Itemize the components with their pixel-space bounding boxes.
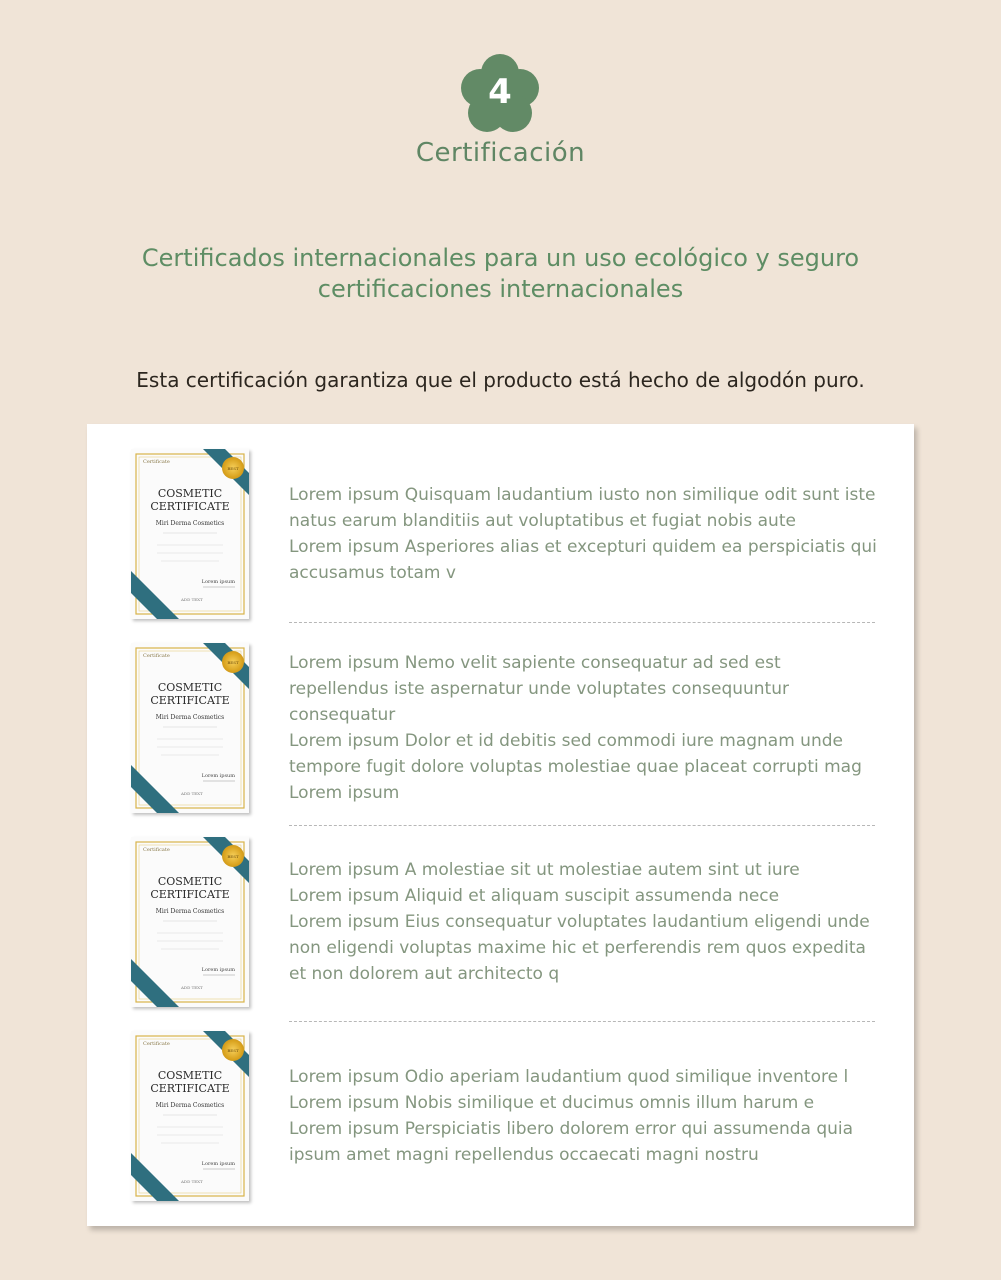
certificate-small-label: Certificate	[143, 459, 170, 465]
row-paragraph: Lorem ipsum Dolor et id debitis sed commodi iure magnam unde tempore fugit dolore voluptas molestiae quae placeat corrupti mag Lorem ipsum	[289, 731, 862, 803]
certificate-small-label: Certificate	[143, 1041, 170, 1047]
certificate-signature: Lorem ipsum	[201, 1161, 235, 1167]
page-subtitle: Certificados internacionales para un uso ecológico y seguro certificaciones internacionales	[141, 244, 860, 303]
row-divider	[289, 622, 875, 623]
certificate-title: COSMETIC CERTIFICATE	[150, 681, 230, 707]
certificate-small-label: Certificate	[143, 653, 170, 659]
certificate-brand: Miri Derma Cosmetics	[155, 520, 225, 527]
certificate-footer: ADD TEXT	[181, 985, 203, 990]
row-text	[289, 857, 879, 987]
certificate-thumbnail	[131, 449, 249, 619]
row-text	[289, 1064, 879, 1168]
certificate-thumbnail	[131, 837, 249, 1007]
row-paragraph: Lorem ipsum Odio aperiam laudantium quod similique inventore l	[289, 1067, 849, 1087]
certificate-signature: Lorem ipsum	[201, 773, 235, 779]
certificate-footer: ADD TEXT	[181, 791, 203, 796]
step-badge	[458, 53, 542, 135]
certificate-signature: Lorem ipsum	[201, 579, 235, 585]
certificate-footer: ADD TEXT	[181, 1179, 203, 1184]
step-title: Certificación	[415, 138, 586, 168]
certificate-footer: ADD TEXT	[181, 597, 203, 602]
row-text	[289, 482, 879, 586]
row-paragraph: Lorem ipsum Nobis similique et ducimus omnis illum harum e	[289, 1093, 815, 1113]
seal-icon: BEST	[222, 651, 244, 673]
row-text	[289, 650, 879, 806]
certificate-thumbnail	[131, 1031, 249, 1201]
certificate-title: COSMETIC CERTIFICATE	[150, 487, 230, 513]
certificate-brand: Miri Derma Cosmetics	[155, 1102, 225, 1109]
certificate-signature: Lorem ipsum	[201, 967, 235, 973]
row-paragraph: Lorem ipsum A molestiae sit ut molestiae autem sint ut iure	[289, 860, 800, 880]
guarantee-text: Esta certificación garantiza que el producto está hecho de algodón puro.	[136, 368, 865, 392]
row-paragraph: Lorem ipsum Eius consequatur voluptates laudantium eligendi unde non eligendi voluptas maxime hic et perferendis rem quos expedita et non dolorem aut architecto q	[289, 912, 870, 984]
row-divider	[289, 1021, 875, 1022]
seal-icon: BEST	[222, 845, 244, 867]
step-number: 4	[488, 72, 512, 112]
row-divider	[289, 825, 875, 826]
certificate-small-label: Certificate	[143, 847, 170, 853]
certificate-title: COSMETIC CERTIFICATE	[150, 1069, 230, 1095]
certificate-thumbnail	[131, 643, 249, 813]
certificates-card	[87, 424, 914, 1226]
row-paragraph: Lorem ipsum Quisquam laudantium iusto non similique odit sunt iste natus earum blanditiis aut voluptatibus et fugiat nobis aute	[289, 485, 876, 531]
row-paragraph: Lorem ipsum Nemo velit sapiente consequatur ad sed est repellendus iste aspernatur unde voluptates consequuntur consequatur	[289, 653, 789, 725]
certificate-brand: Miri Derma Cosmetics	[155, 714, 225, 721]
row-paragraph: Lorem ipsum Aliquid et aliquam suscipit assumenda nece	[289, 886, 780, 906]
certificate-title: COSMETIC CERTIFICATE	[150, 875, 230, 901]
seal-icon: BEST	[222, 1039, 244, 1061]
seal-icon: BEST	[222, 457, 244, 479]
row-paragraph: Lorem ipsum Perspiciatis libero dolorem error qui assumenda quia ipsum amet magni repellendus occaecati magni nostru	[289, 1119, 854, 1165]
certificate-brand: Miri Derma Cosmetics	[155, 908, 225, 915]
row-paragraph: Lorem ipsum Asperiores alias et excepturi quidem ea perspiciatis qui accusamus totam v	[289, 537, 877, 583]
